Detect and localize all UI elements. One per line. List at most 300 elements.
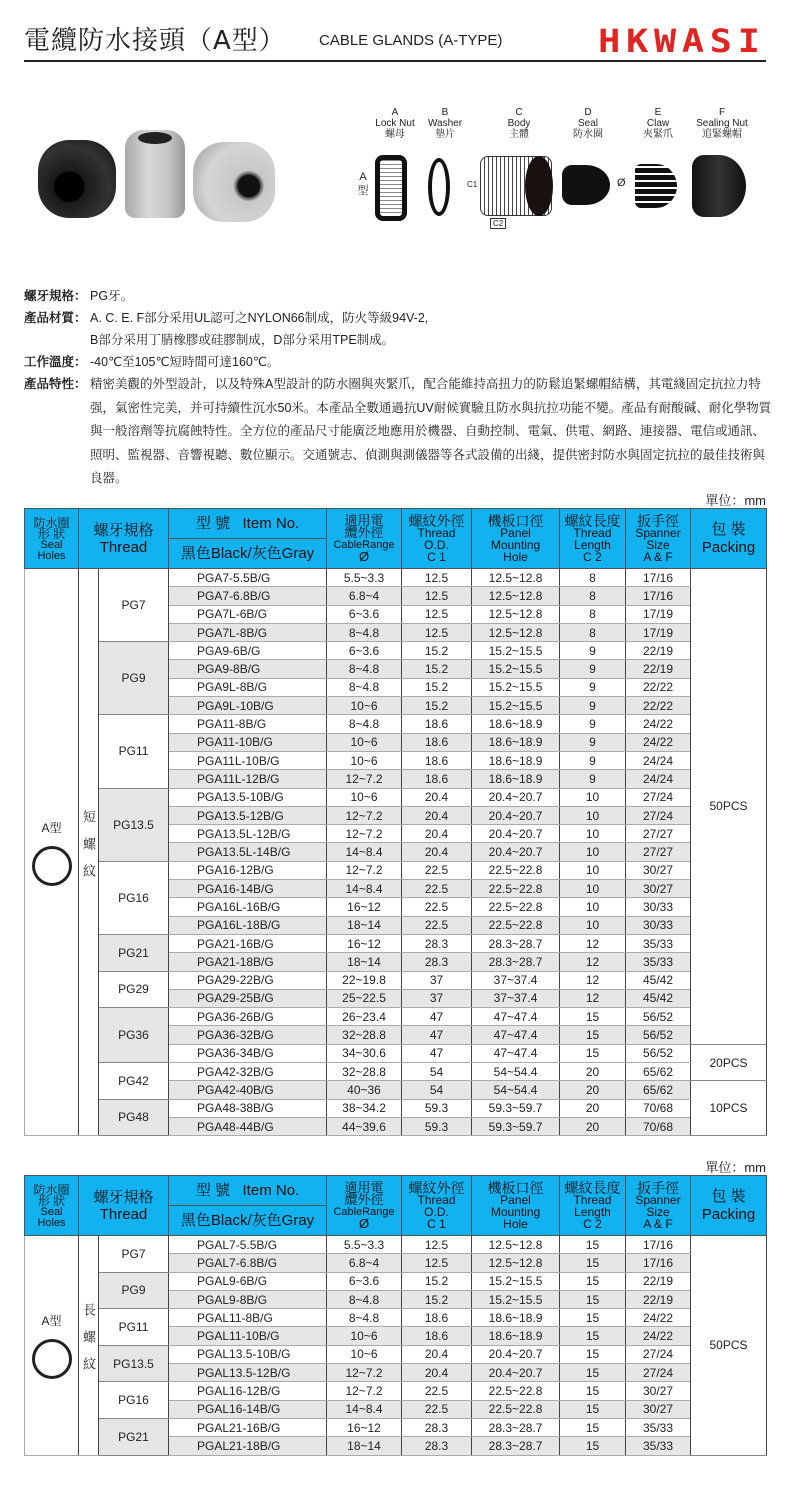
cable-range-cell: 14~8.4 <box>327 1400 402 1418</box>
col-thread-od: 螺紋外徑 Thread O.D. C 1 <box>402 509 472 569</box>
table-row <box>25 861 767 879</box>
panel-hole-cell: 37~37.4 <box>472 989 560 1007</box>
spanner-size-cell: 35/33 <box>626 953 691 971</box>
thread-od-cell: 22.5 <box>402 1400 472 1418</box>
thread-od-cell: 20.4 <box>402 1364 472 1382</box>
thread-group-cell: PG42 <box>99 1063 169 1100</box>
thread-length-cell: 10 <box>560 825 626 843</box>
table-row <box>25 1309 767 1327</box>
table-header-row <box>25 509 767 539</box>
panel-hole-cell: 22.5~22.8 <box>472 880 560 898</box>
thread-group-cell: PG13.5 <box>99 1345 169 1382</box>
spanner-size-cell: 45/42 <box>626 989 691 1007</box>
exploded-diagram <box>355 100 775 240</box>
thread-length-cell: 15 <box>560 1254 626 1272</box>
table-row <box>25 1345 767 1363</box>
thread-od-cell: 54 <box>402 1063 472 1081</box>
thread-od-cell: 22.5 <box>402 898 472 916</box>
spanner-size-cell: 70/68 <box>626 1099 691 1117</box>
cable-range-cell: 8~4.8 <box>327 678 402 696</box>
cable-range-cell: 10~6 <box>327 751 402 769</box>
thread-length-cell: 20 <box>560 1117 626 1135</box>
panel-hole-cell: 15.2~15.5 <box>472 1272 560 1290</box>
spanner-size-cell: 24/22 <box>626 1327 691 1345</box>
thread-type-cell: 短螺紋 <box>79 569 99 1136</box>
col-packing: 包 裝 Packing <box>691 1176 767 1236</box>
thread-od-cell: 59.3 <box>402 1099 472 1117</box>
model-cell: PGAL16-14B/G <box>169 1400 327 1418</box>
model-cell: PGA42-40B/G <box>169 1081 327 1099</box>
thread-length-cell: 15 <box>560 1044 626 1062</box>
cable-range-cell: 16~12 <box>327 934 402 952</box>
col-panel-hole: 機板口徑 Panel Mounting Hole <box>472 1176 560 1236</box>
thread-od-cell: 12.5 <box>402 587 472 605</box>
spanner-size-cell: 17/16 <box>626 587 691 605</box>
table-row <box>25 1008 767 1026</box>
thread-od-cell: 28.3 <box>402 1418 472 1436</box>
spanner-size-cell: 22/19 <box>626 1290 691 1308</box>
panel-hole-cell: 47~47.4 <box>472 1008 560 1026</box>
spanner-size-cell: 56/52 <box>626 1026 691 1044</box>
cable-range-cell: 12~7.2 <box>327 825 402 843</box>
spanner-size-cell: 56/52 <box>626 1008 691 1026</box>
cable-range-cell: 6~3.6 <box>327 1272 402 1290</box>
thread-od-cell: 15.2 <box>402 1272 472 1290</box>
cable-range-cell: 5.5~3.3 <box>327 569 402 587</box>
col-thread: 螺牙規格 Thread <box>79 1176 169 1236</box>
spanner-size-cell: 65/62 <box>626 1081 691 1099</box>
cable-range-cell: 6.8~4 <box>327 1254 402 1272</box>
model-cell: PGA36-34B/G <box>169 1044 327 1062</box>
thread-length-cell: 10 <box>560 788 626 806</box>
panel-hole-cell: 20.4~20.7 <box>472 843 560 861</box>
spanner-size-cell: 24/24 <box>626 751 691 769</box>
panel-hole-cell: 15.2~15.5 <box>472 660 560 678</box>
cable-range-cell: 8~4.8 <box>327 660 402 678</box>
spanner-size-cell: 27/24 <box>626 806 691 824</box>
thread-length-cell: 10 <box>560 898 626 916</box>
panel-hole-cell: 28.3~28.7 <box>472 934 560 952</box>
thread-group-cell: PG11 <box>99 715 169 788</box>
spanner-size-cell: 24/22 <box>626 1309 691 1327</box>
model-cell: PGA13.5-10B/G <box>169 788 327 806</box>
spanner-size-cell: 27/24 <box>626 1364 691 1382</box>
spanner-size-cell: 35/33 <box>626 1437 691 1455</box>
thread-od-cell: 15.2 <box>402 660 472 678</box>
panel-hole-cell: 47~47.4 <box>472 1044 560 1062</box>
cable-range-cell: 25~22.5 <box>327 989 402 1007</box>
cable-range-cell: 26~23.4 <box>327 1008 402 1026</box>
model-cell: PGA36-26B/G <box>169 1008 327 1026</box>
cable-range-cell: 10~6 <box>327 697 402 715</box>
col-cable-range: 適用電 纜外徑 CableRange Ø <box>327 1176 402 1236</box>
spanner-size-cell: 30/27 <box>626 880 691 898</box>
thread-od-cell: 22.5 <box>402 1382 472 1400</box>
thread-od-cell: 12.5 <box>402 605 472 623</box>
seal-shape-cell: A型 <box>25 569 79 1136</box>
panel-hole-cell: 20.4~20.7 <box>472 1364 560 1382</box>
model-cell: PGA9L-10B/G <box>169 697 327 715</box>
panel-hole-cell: 22.5~22.8 <box>472 1400 560 1418</box>
cable-range-cell: 16~12 <box>327 1418 402 1436</box>
part-b-label: B Washer 墊片 <box>427 107 463 140</box>
thread-group-cell: PG11 <box>99 1309 169 1346</box>
brand-logo: HKWASI <box>598 22 766 60</box>
cable-range-cell: 12~7.2 <box>327 861 402 879</box>
spanner-size-cell: 24/22 <box>626 715 691 733</box>
claw-drawing <box>635 164 677 208</box>
model-cell: PGA7L-8B/G <box>169 623 327 641</box>
thread-length-cell: 15 <box>560 1290 626 1308</box>
spanner-size-cell: 45/42 <box>626 971 691 989</box>
thread-length-cell: 10 <box>560 806 626 824</box>
spec-temperature: 工作溫度： -40℃至105℃短時間可達160℃。 <box>24 355 280 369</box>
cable-range-cell: 44~39.6 <box>327 1117 402 1135</box>
cable-range-cell: 10~6 <box>327 1327 402 1345</box>
thread-length-cell: 8 <box>560 623 626 641</box>
col-seal-holes: 防水圈 形 狀 Seal Holes <box>25 1176 79 1236</box>
thread-length-cell: 8 <box>560 605 626 623</box>
panel-hole-cell: 20.4~20.7 <box>472 788 560 806</box>
cable-range-cell: 12~7.2 <box>327 1364 402 1382</box>
thread-length-cell: 15 <box>560 1272 626 1290</box>
thread-group-cell: PG16 <box>99 861 169 934</box>
spanner-size-cell: 24/22 <box>626 733 691 751</box>
model-cell: PGA9-6B/G <box>169 642 327 660</box>
cable-range-cell: 32~28.8 <box>327 1026 402 1044</box>
seal-shape-cell: A型 <box>25 1236 79 1456</box>
thread-length-cell: 20 <box>560 1099 626 1117</box>
thread-length-cell: 12 <box>560 971 626 989</box>
thread-length-cell: 8 <box>560 569 626 587</box>
spanner-size-cell: 30/27 <box>626 861 691 879</box>
table-row <box>25 569 767 587</box>
col-thread-od: 螺紋外徑 Thread O.D. C 1 <box>402 1176 472 1236</box>
spanner-size-cell: 35/33 <box>626 1418 691 1436</box>
panel-hole-cell: 37~37.4 <box>472 971 560 989</box>
thread-od-cell: 15.2 <box>402 678 472 696</box>
spec-material-cont: B部分采用丁腈橡膠或硅膠制成，D部分采用TPE制成。 <box>90 333 395 347</box>
spanner-size-cell: 27/24 <box>626 788 691 806</box>
panel-hole-cell: 18.6~18.9 <box>472 1309 560 1327</box>
spanner-size-cell: 65/62 <box>626 1063 691 1081</box>
cable-range-cell: 14~8.4 <box>327 843 402 861</box>
thread-od-cell: 22.5 <box>402 880 472 898</box>
panel-hole-cell: 22.5~22.8 <box>472 1382 560 1400</box>
model-cell: PGA36-32B/G <box>169 1026 327 1044</box>
thread-group-cell: PG21 <box>99 1418 169 1455</box>
panel-hole-cell: 18.6~18.9 <box>472 733 560 751</box>
model-cell: PGAL13.5-10B/G <box>169 1345 327 1363</box>
spanner-size-cell: 17/16 <box>626 569 691 587</box>
model-cell: PGA16-14B/G <box>169 880 327 898</box>
o-ring-icon <box>32 846 72 886</box>
gray-gland-side-image <box>193 142 275 222</box>
model-cell: PGA7-5.5B/G <box>169 569 327 587</box>
model-cell: PGA29-25B/G <box>169 989 327 1007</box>
panel-hole-cell: 12.5~12.8 <box>472 1254 560 1272</box>
panel-hole-cell: 12.5~12.8 <box>472 1236 560 1254</box>
model-cell: PGA42-32B/G <box>169 1063 327 1081</box>
model-cell: PGA11L-10B/G <box>169 751 327 769</box>
thread-length-cell: 9 <box>560 770 626 788</box>
thread-group-cell: PG13.5 <box>99 788 169 861</box>
table-row <box>25 1272 767 1290</box>
panel-hole-cell: 20.4~20.7 <box>472 1345 560 1363</box>
seal-diameter-symbol: Ø <box>617 177 626 189</box>
cable-range-cell: 6.8~4 <box>327 587 402 605</box>
body-end-drawing <box>525 156 553 216</box>
thread-length-cell: 9 <box>560 660 626 678</box>
model-cell: PGA16-12B/G <box>169 861 327 879</box>
thread-od-cell: 37 <box>402 971 472 989</box>
spanner-size-cell: 27/27 <box>626 843 691 861</box>
spanner-size-cell: 24/24 <box>626 770 691 788</box>
panel-hole-cell: 28.3~28.7 <box>472 1437 560 1455</box>
thread-length-cell: 12 <box>560 989 626 1007</box>
thread-od-cell: 59.3 <box>402 1117 472 1135</box>
thread-od-cell: 37 <box>402 989 472 1007</box>
cable-range-cell: 38~34.2 <box>327 1099 402 1117</box>
packing-cell: 50PCS <box>691 1236 767 1456</box>
model-cell: PGAL9-6B/G <box>169 1272 327 1290</box>
panel-hole-cell: 15.2~15.5 <box>472 678 560 696</box>
thread-length-cell: 10 <box>560 880 626 898</box>
panel-hole-cell: 18.6~18.9 <box>472 770 560 788</box>
part-e-label: E Claw 夾緊爪 <box>643 107 673 140</box>
model-cell: PGAL11-10B/G <box>169 1327 327 1345</box>
thread-length-cell: 9 <box>560 642 626 660</box>
thread-length-cell: 15 <box>560 1400 626 1418</box>
thread-group-cell: PG48 <box>99 1099 169 1136</box>
seal-drawing <box>562 165 610 205</box>
thread-od-cell: 18.6 <box>402 733 472 751</box>
part-c-label: C Body 主體 <box>507 107 531 140</box>
thread-od-cell: 15.2 <box>402 642 472 660</box>
thread-group-cell: PG29 <box>99 971 169 1008</box>
thread-od-cell: 12.5 <box>402 1236 472 1254</box>
col-color: 黑色Black/灰色Gray <box>169 1206 327 1236</box>
thread-length-cell: 10 <box>560 861 626 879</box>
thread-od-cell: 12.5 <box>402 569 472 587</box>
model-cell: PGAL11-8B/G <box>169 1309 327 1327</box>
model-cell: PGAL13.5-12B/G <box>169 1364 327 1382</box>
thread-length-cell: 9 <box>560 697 626 715</box>
thread-length-cell: 15 <box>560 1236 626 1254</box>
cable-range-cell: 8~4.8 <box>327 1309 402 1327</box>
spec-features: 產品特性： 精密美觀的外型設計，以及特殊A型設計的防水圈與夾緊爪，配合能維持高扭力的防鬆追緊螺帽結構，其電綫固定抗拉力特强，氣密性完美，并可持續性沉水50米。本產品全數通過抗UV耐候實驗且防水與抗拉功能不變。產品有耐酸碱、耐化學物質與一般溶劑等抗腐蝕特性。全方位的產品尺寸能廣泛地應用於機器、自動控制、電氣、供電、網路、連接器、電信或通訊、照明、監視器、音響視聽、數位顯示。交通號志、偵測與測儀器等各式設備的出綫，提供密封防水與固定抗拉的最佳技術與良器。 <box>24 377 772 486</box>
model-cell: PGAL7-5.5B/G <box>169 1236 327 1254</box>
washer-drawing <box>428 158 450 216</box>
model-cell: PGA9-8B/G <box>169 660 327 678</box>
table-row <box>25 1099 767 1117</box>
panel-hole-cell: 15.2~15.5 <box>472 1290 560 1308</box>
packing-cell: 10PCS <box>691 1081 767 1136</box>
model-cell: PGA16L-18B/G <box>169 916 327 934</box>
model-cell: PGA16L-16B/G <box>169 898 327 916</box>
cable-range-cell: 40~36 <box>327 1081 402 1099</box>
model-cell: PGA48-38B/G <box>169 1099 327 1117</box>
part-d-label: D Seal 防水圈 <box>573 107 603 140</box>
thread-length-cell: 15 <box>560 1437 626 1455</box>
cable-range-cell: 10~6 <box>327 788 402 806</box>
part-f-label: F Sealing Nut 追緊螺帽 <box>696 107 748 140</box>
thread-od-cell: 47 <box>402 1044 472 1062</box>
table-row <box>25 934 767 952</box>
thread-length-cell: 15 <box>560 1345 626 1363</box>
thread-od-cell: 47 <box>402 1008 472 1026</box>
col-spanner-size: 扳手徑 Spanner Size A & F <box>626 509 691 569</box>
thread-od-cell: 18.6 <box>402 715 472 733</box>
panel-hole-cell: 18.6~18.9 <box>472 751 560 769</box>
thread-length-cell: 10 <box>560 843 626 861</box>
thread-length-cell: 15 <box>560 1382 626 1400</box>
spec-thread: 螺牙規格： PG牙。 <box>24 289 134 303</box>
cable-range-cell: 18~14 <box>327 916 402 934</box>
panel-hole-cell: 18.6~18.9 <box>472 1327 560 1345</box>
spanner-size-cell: 70/68 <box>626 1117 691 1135</box>
panel-hole-cell: 20.4~20.7 <box>472 806 560 824</box>
spanner-size-cell: 35/33 <box>626 934 691 952</box>
table-row <box>25 1063 767 1081</box>
panel-hole-cell: 15.2~15.5 <box>472 642 560 660</box>
thread-od-cell: 20.4 <box>402 843 472 861</box>
panel-hole-cell: 54~54.4 <box>472 1063 560 1081</box>
thread-od-cell: 28.3 <box>402 953 472 971</box>
thread-length-cell: 20 <box>560 1063 626 1081</box>
model-cell: PGA21-18B/G <box>169 953 327 971</box>
thread-length-cell: 15 <box>560 1364 626 1382</box>
thread-od-cell: 20.4 <box>402 788 472 806</box>
thread-od-cell: 28.3 <box>402 1437 472 1455</box>
c2-dimension: C2 <box>490 218 506 229</box>
thread-group-cell: PG9 <box>99 642 169 715</box>
page-title-en: CABLE GLANDS (A-TYPE) <box>319 32 503 49</box>
cable-range-cell: 8~4.8 <box>327 715 402 733</box>
diagram-type-label: A型 <box>357 171 369 197</box>
spanner-size-cell: 22/22 <box>626 697 691 715</box>
thread-group-cell: PG21 <box>99 934 169 971</box>
model-cell: PGA11L-12B/G <box>169 770 327 788</box>
model-cell: PGA48-44B/G <box>169 1117 327 1135</box>
thread-od-cell: 12.5 <box>402 1254 472 1272</box>
lock-nut-drawing <box>375 155 407 221</box>
thread-od-cell: 22.5 <box>402 861 472 879</box>
thread-od-cell: 18.6 <box>402 751 472 769</box>
spanner-size-cell: 17/19 <box>626 605 691 623</box>
table-row <box>25 971 767 989</box>
thread-length-cell: 9 <box>560 751 626 769</box>
c1-dimension: C1 <box>467 180 478 189</box>
short-thread-spec-table <box>24 508 767 1136</box>
model-cell: PGAL9-8B/G <box>169 1290 327 1308</box>
model-cell: PGA7-6.8B/G <box>169 587 327 605</box>
spanner-size-cell: 17/16 <box>626 1236 691 1254</box>
thread-length-cell: 9 <box>560 733 626 751</box>
thread-length-cell: 12 <box>560 934 626 952</box>
panel-hole-cell: 12.5~12.8 <box>472 623 560 641</box>
o-ring-icon <box>32 1339 72 1379</box>
part-a-label: A Lock Nut 螺母 <box>375 107 415 140</box>
thread-od-cell: 22.5 <box>402 916 472 934</box>
thread-od-cell: 20.4 <box>402 806 472 824</box>
cable-range-cell: 12~7.2 <box>327 770 402 788</box>
long-thread-spec-table <box>24 1175 767 1456</box>
spanner-size-cell: 30/33 <box>626 898 691 916</box>
col-thread-length: 螺紋長度 Thread Length C 2 <box>560 509 626 569</box>
thread-length-cell: 15 <box>560 1026 626 1044</box>
model-cell: PGA11-10B/G <box>169 733 327 751</box>
cable-range-cell: 18~14 <box>327 1437 402 1455</box>
panel-hole-cell: 59.3~59.7 <box>472 1117 560 1135</box>
spanner-size-cell: 30/33 <box>626 916 691 934</box>
table-header-row <box>25 1176 767 1206</box>
spanner-size-cell: 56/52 <box>626 1044 691 1062</box>
panel-hole-cell: 20.4~20.7 <box>472 825 560 843</box>
thread-od-cell: 18.6 <box>402 1309 472 1327</box>
spanner-size-cell: 17/16 <box>626 1254 691 1272</box>
unit-label-2: 單位：mm <box>705 1160 766 1175</box>
cable-range-cell: 12~7.2 <box>327 1382 402 1400</box>
spanner-size-cell: 27/24 <box>626 1345 691 1363</box>
thread-group-cell: PG9 <box>99 1272 169 1309</box>
table-row <box>25 715 767 733</box>
cable-range-cell: 34~30.6 <box>327 1044 402 1062</box>
panel-hole-cell: 47~47.4 <box>472 1026 560 1044</box>
model-cell: PGA29-22B/G <box>169 971 327 989</box>
thread-length-cell: 12 <box>560 953 626 971</box>
thread-od-cell: 15.2 <box>402 1290 472 1308</box>
spanner-size-cell: 30/27 <box>626 1382 691 1400</box>
thread-group-cell: PG36 <box>99 1008 169 1063</box>
page-header <box>24 18 766 62</box>
cable-range-cell: 22~19.8 <box>327 971 402 989</box>
model-cell: PGA9L-8B/G <box>169 678 327 696</box>
model-cell: PGA21-16B/G <box>169 934 327 952</box>
thread-group-cell: PG7 <box>99 569 169 642</box>
thread-od-cell: 18.6 <box>402 770 472 788</box>
col-color: 黑色Black/灰色Gray <box>169 539 327 569</box>
col-item-no: 型 號 Item No. <box>169 1176 327 1206</box>
col-spanner-size: 扳手徑 Spanner Size A & F <box>626 1176 691 1236</box>
model-cell: PGAL7-6.8B/G <box>169 1254 327 1272</box>
spanner-size-cell: 22/22 <box>626 678 691 696</box>
cable-range-cell: 10~6 <box>327 1345 402 1363</box>
model-cell: PGA13.5-12B/G <box>169 806 327 824</box>
panel-hole-cell: 59.3~59.7 <box>472 1099 560 1117</box>
spanner-size-cell: 22/19 <box>626 1272 691 1290</box>
spanner-size-cell: 27/27 <box>626 825 691 843</box>
panel-hole-cell: 12.5~12.8 <box>472 587 560 605</box>
model-cell: PGA13.5L-12B/G <box>169 825 327 843</box>
packing-cell: 20PCS <box>691 1044 767 1081</box>
cable-range-cell: 12~7.2 <box>327 806 402 824</box>
thread-group-cell: PG7 <box>99 1236 169 1273</box>
spanner-size-cell: 30/27 <box>626 1400 691 1418</box>
unit-label-1: 單位：mm <box>705 493 766 508</box>
cable-range-cell: 10~6 <box>327 733 402 751</box>
col-cable-range: 適用電 纜外徑 CableRange Ø <box>327 509 402 569</box>
product-photo <box>30 120 280 230</box>
col-thread-length: 螺紋長度 Thread Length C 2 <box>560 1176 626 1236</box>
thread-od-cell: 54 <box>402 1081 472 1099</box>
spanner-size-cell: 22/19 <box>626 660 691 678</box>
thread-od-cell: 28.3 <box>402 934 472 952</box>
cable-range-cell: 32~28.8 <box>327 1063 402 1081</box>
col-packing: 包 裝 Packing <box>691 509 767 569</box>
cable-range-cell: 8~4.8 <box>327 623 402 641</box>
cable-range-cell: 14~8.4 <box>327 880 402 898</box>
